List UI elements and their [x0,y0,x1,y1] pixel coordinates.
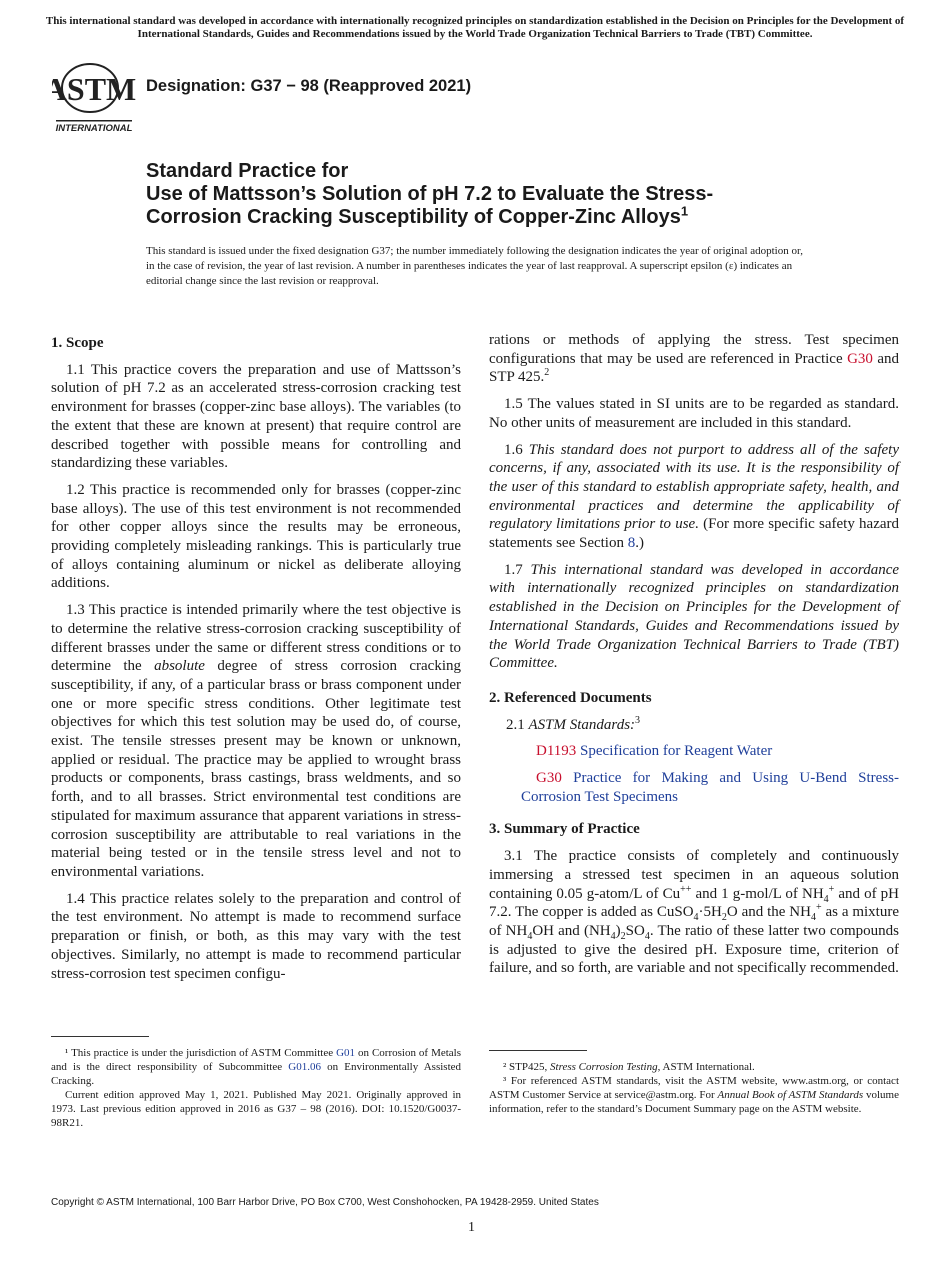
ref-code-g30: G30 [536,770,562,787]
paragraph-2-1: 2.1 ASTM Standards:$^3$ [506,714,641,733]
section-heading-summary: 3. Summary of Practice [489,821,640,838]
reference-g30[interactable] [489,769,899,806]
paragraph-1-6: 1.6 This standard does not purport to address all of the safety concerns, if any, associated with its use. It is the responsibility of the user of this standard to establish appropriate safety, health, and environmental practices and determine the applicability of regulatory limitations prior to use. (For more specific safety hazard statements see Section 8.) [489,441,900,552]
reference-d1193[interactable] [489,742,899,761]
footnotes-right [489,1060,899,1116]
astm-logo-icon [52,58,136,134]
link-g01[interactable]: G01 [336,1047,356,1059]
paragraph-1-4-continued: rations or methods of applying the stress. Test specimen configurations that may be used are referenced in Practice G30 and STP 425.$^2$ [489,332,899,386]
top-notice: This international standard was developed in accordance with internationally recognized principles on standardization established in the Decision on Principles for the Development of International Standards, Guides and Recommendations issued by the World Trade Organization Technical Barriers to Trade (TBT) Committee. [45,15,905,40]
paragraph-1-5: 1.5 The values stated in SI units are to be regarded as standard. No other units of measurement are included in this standard. [489,396,899,431]
logo-top-text: ASTM [52,71,136,107]
document-title [146,160,866,229]
copyright: Copyright © ASTM International, 100 Barr Harbor Drive, PO Box C700, West Conshohocken, PA 19428-2959. United States [51,1197,599,1208]
standard-notice: This standard is issued under the fixed designation G37; the number immediately following the designation indicates the year of original adoption or, in the case of revision, the year of last revision. A number in parentheses indicates the year of last reapproval. A superscript epsilon (ε) indicates an editorial change since the last revision or reapproval. [146,245,803,287]
footnote-1: ¹ This practice is under the jurisdiction of ASTM Committee G01 on Corrosion of Metals and is the direct responsibility of Subcommittee G01.06 on Environmentally Assisted Cracking. [51,1047,462,1087]
paragraph-1-2: 1.2 This practice is recommended only for brasses (copper-zinc base alloys). The use of this test environment is not recommended for other copper alloys since the results may be erroneous, providing completely misleading rankings. This is particularly true of alloys containing aluminum or nickel as deliberate alloying additions. [51,481,461,592]
link-g30[interactable]: G30 [847,350,873,367]
section-heading-referenced-documents: 2. Referenced Documents [489,689,652,706]
left-column [51,330,461,991]
footnote-rule-right [489,1050,587,1051]
footnote-1-edition: Current edition approved May 1, 2021. Published May 2021. Originally approved in 1973. Last previous edition approved in 2016 as G37 – 98 (2016). DOI: 10.1520/G0037-98R21. [51,1089,461,1129]
title-line-2: Use of Mattsson’s Solution of pH 7.2 to Evaluate the Stress- [146,183,714,205]
section-heading-scope: 1. Scope [51,335,104,351]
footnotes-left [51,1046,461,1130]
title-line-1: Standard Practice for [146,160,349,182]
footnote-2: ² STP425, Stress Corrosion Testing, ASTM International. [503,1061,755,1073]
right-column [489,331,899,986]
paragraph-1-7: 1.7 This international standard was developed in accordance with internationally recognized principles on standardization established in the Decision on Principles for the Development of International Standards, Guides and Recommendations issued by the World Trade Organization Technical Barriers to Trade (TBT) Committee. [489,561,900,672]
title-footnote-mark: 1 [680,203,689,219]
ref-title-d1193: Specification for Reagent Water [576,743,773,760]
paragraph-1-1: 1.1 This practice covers the preparation and use of Mattsson’s solution of pH 7.2 as an accelerated stress-corrosion cracking test environment for brasses (copper-zinc base alloys). The variables (to the extent that these are known at present) that require control are described together with possible means for controlling and standardizing these variables. [51,361,461,472]
paragraph-1-4: 1.4 This practice relates solely to the preparation and control of the test environment. No attempt is made to recommend surface preparation or finish, or both, as this may vary with the test objectives. Similarly, no attempt is made to recommend particular stress-corrosion test specimen configu- [51,890,461,982]
ref-code-d1193: D1193 [536,743,577,760]
astm-logo [52,58,136,134]
footnote-rule-left [51,1036,149,1037]
paragraph-3-1: 3.1 The practice consists of completely and continuously immersing a stressed test specimen in an aqueous solution containing 0.05 g-atom/L of Cu++ and 1 g-mol/L of $NH_4^+$ and of pH 7.2. The copper is added as $CuSO_4\cdot 5H_2O$ and the $NH_4^+$ as a mixture of $NH_4OH$ and $(NH_4)_2SO_4$. The ratio of these latter two compounds is adjusted to give the desired pH. Exposure time, criterion of failure, and so forth, are variable and not specifically recommended. [489,848,900,977]
logo-bottom-text: INTERNATIONAL [55,123,133,134]
link-g01-06[interactable]: G01.06 [288,1061,321,1073]
footnote-3: ³ For referenced ASTM standards, visit the ASTM website, www.astm.org, or contact ASTM Customer Service at service@astm.org. For Annual Book of ASTM Standards volume information, refer to the standard’s Document Summary page on the ASTM website. [489,1075,899,1115]
title-line-3: Corrosion Cracking Susceptibility of Copper-Zinc Alloys$^1$ [146,203,689,228]
ref-title-g30: Practice for Making and Using U-Bend Stress-Corrosion Test Specimens [521,770,899,805]
designation: Designation: G37 − 98 (Reapproved 2021) [146,77,472,95]
page-number: 1 [468,1220,475,1235]
link-section-8[interactable]: 8 [627,535,636,552]
paragraph-1-3: 1.3 This practice is intended primarily where the test objective is to determine the relative stress-corrosion cracking susceptibility of different brasses under the same or different stress conditions or to determine the absolute degree of stress corrosion cracking susceptibility, if any, of a particular brass or brass component under one or more specific stress conditions. Other legitimate test objectives for which this test solution may be used do, of course, exist. The tensile stresses present may be known or unknown, applied or residual. The practice may be applied to wrought brass products or components, brass castings, brass weldments, and so forth, and to all brasses. Strict environmental test conditions are stipulated for maximum assurance that apparent variations in stress-corrosion susceptibility are attributable to real variations in the material being tested or in the tensile stress level and not to environmental variations. [51,602,461,880]
